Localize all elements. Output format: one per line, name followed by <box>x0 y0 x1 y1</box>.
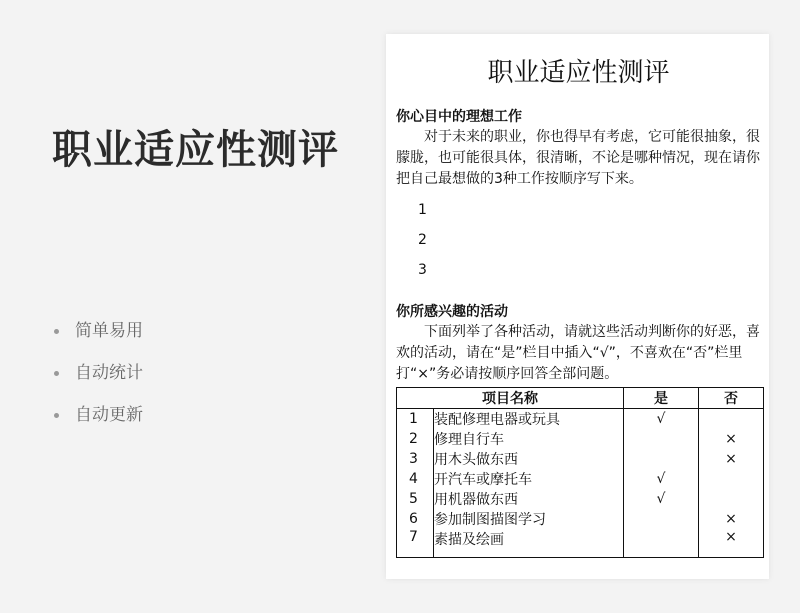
document-title: 职业适应性测评 <box>487 58 670 88</box>
table-header-row <box>397 388 764 409</box>
table-row <box>397 469 764 489</box>
row-no-mark <box>699 489 764 509</box>
row-yes-mark <box>624 429 699 449</box>
column-header-yes: 是 <box>624 388 699 409</box>
feature-label: 自动统计 <box>75 363 143 383</box>
bullet-icon <box>54 371 59 376</box>
section-paragraph-ideal-job: 对于未来的职业，你也得早有考虑，它可能很抽象，很朦胧，也可能很具体，很清晰，不论是哪种情况，现在请你把自己最想做的3种工作按顺序写下来。 <box>396 129 760 187</box>
row-yes-mark: √ <box>624 489 699 509</box>
table-row <box>397 449 764 469</box>
row-activity: 参加制图描图学习 <box>434 509 624 529</box>
document-preview <box>386 34 769 579</box>
rank-number: 3 <box>418 262 427 278</box>
row-activity: 开汽车或摩托车 <box>434 469 624 489</box>
row-no-mark: × <box>699 449 764 469</box>
feature-label: 自动更新 <box>75 405 143 425</box>
table-row <box>397 529 764 558</box>
feature-item <box>54 352 143 394</box>
table-row <box>397 409 764 430</box>
row-activity: 用机器做东西 <box>434 489 624 509</box>
row-activity: 用木头做东西 <box>434 449 624 469</box>
row-activity: 素描及绘画 <box>434 529 624 558</box>
row-no-mark <box>699 409 764 430</box>
row-activity: 修理自行车 <box>434 429 624 449</box>
row-yes-mark: √ <box>624 469 699 489</box>
section-heading-ideal-job: 你心目中的理想工作 <box>396 109 522 125</box>
feature-list <box>54 310 143 436</box>
row-number: 6 <box>397 509 434 529</box>
column-header-no: 否 <box>699 388 764 409</box>
row-no-mark <box>699 469 764 489</box>
table-row <box>397 489 764 509</box>
feature-item <box>54 310 143 352</box>
ranked-job-list <box>396 198 761 288</box>
activity-table <box>396 387 764 558</box>
section-paragraph-interests: 下面列举了各种活动，请就这些活动判断你的好恶，喜欢的活动，请在“是”栏目中插入“√”，不喜欢在“否”栏里打“×”务必请按顺序回答全部问题。 <box>396 324 760 382</box>
row-number: 2 <box>397 429 434 449</box>
bullet-icon <box>54 413 59 418</box>
row-number: 1 <box>397 409 434 430</box>
rank-number: 2 <box>418 232 427 248</box>
row-yes-mark <box>624 449 699 469</box>
table-row <box>397 509 764 529</box>
feature-item <box>54 394 143 436</box>
row-activity: 装配修理电器或玩具 <box>434 409 624 430</box>
feature-label: 简单易用 <box>75 321 143 341</box>
row-yes-mark <box>624 529 699 558</box>
row-no-mark: × <box>699 529 764 558</box>
row-number: 4 <box>397 469 434 489</box>
row-no-mark: × <box>699 509 764 529</box>
row-number: 5 <box>397 489 434 509</box>
section-heading-interests: 你所感兴趣的活动 <box>396 304 508 320</box>
row-no-mark: × <box>699 429 764 449</box>
row-yes-mark: √ <box>624 409 699 430</box>
page-title: 职业适应性测评 <box>52 127 339 173</box>
rank-number: 1 <box>418 202 427 218</box>
row-yes-mark <box>624 509 699 529</box>
bullet-icon <box>54 329 59 334</box>
row-number: 7 <box>397 529 434 558</box>
column-header-name: 项目名称 <box>397 388 624 409</box>
row-number: 3 <box>397 449 434 469</box>
table-row <box>397 429 764 449</box>
